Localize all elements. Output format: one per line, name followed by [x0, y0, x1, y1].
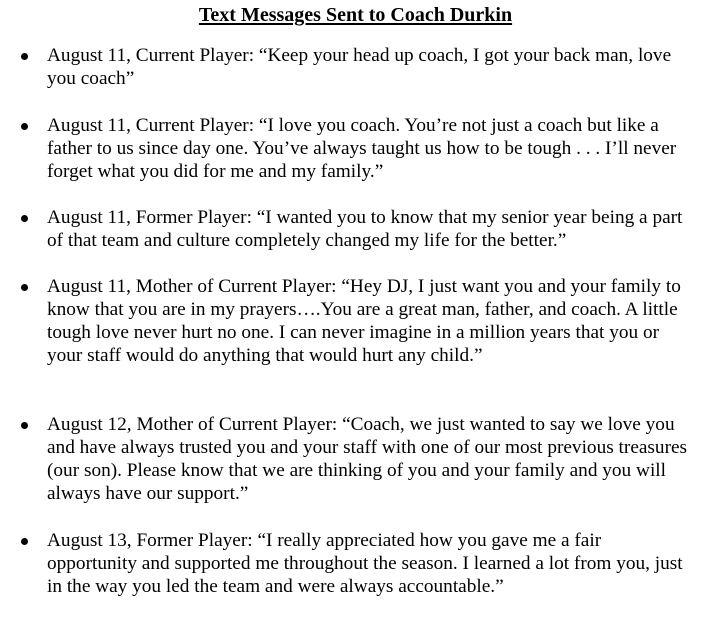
bullet-icon [21, 215, 28, 222]
message-text: August 13, Former Player: “I really appreciated how you gave me a fair opportunity and supported me throughout the season. I learned a lot from you, just in the way you led the team and were always accountable.” [47, 530, 683, 597]
message-text: August 12, Mother of Current Player: “Coach, we just wanted to say we love you and have always trusted you and your staff with one of our most previous treasures (our son). Please know that we are thinking of you and your family and you will always have our support.” [47, 414, 688, 504]
bullet-icon [21, 284, 28, 291]
bullet-icon [21, 422, 28, 429]
bullet-icon [21, 53, 28, 60]
bullet-icon [21, 538, 28, 545]
bullet-icon [21, 123, 28, 130]
message-text: August 11, Current Player: “Keep your head up coach, I got your back man, love you coach” [47, 45, 672, 89]
document-title: Text Messages Sent to Coach Durkin [198, 4, 513, 26]
message-text: August 11, Former Player: “I wanted you to know that my senior year being a part of that team and culture completely changed my life for the better.” [47, 207, 683, 251]
message-text: August 11, Current Player: “I love you coach. You’re not just a coach but like a father to us since day one. You’ve always taught us how to be tough . . . I’ll never forget what you did for me and my family.” [47, 115, 677, 182]
message-text: August 11, Mother of Current Player: “Hey DJ, I just want you and your family to know that you are in my prayers….You are a great man, father, and coach. A little tough love never hurt no one. I can never imagine in a million years that you or your staff would do anything that would hurt any child.” [47, 276, 681, 366]
